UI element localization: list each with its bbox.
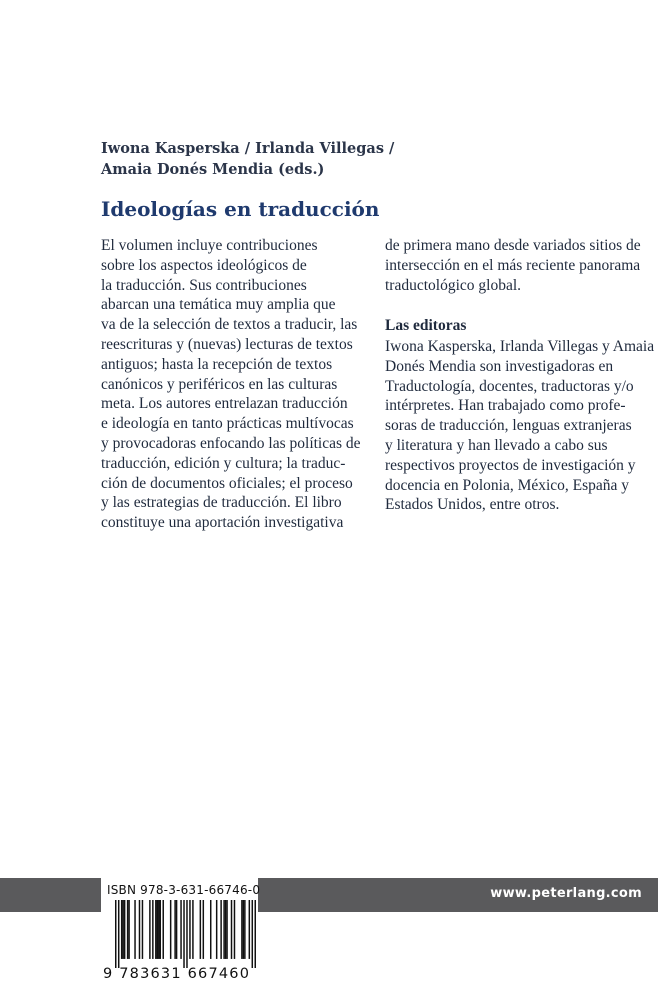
blurb-line: sobre los aspectos ideológicos de xyxy=(101,256,307,274)
barcode-bar xyxy=(243,900,244,959)
author-line-2: Amaia Donés Mendia (eds.) xyxy=(101,161,325,178)
editors-line: y literatura y han llevado a cabo sus xyxy=(385,436,608,454)
barcode-bar xyxy=(176,900,177,959)
blurb-line: antiguos; hasta la recepción de textos xyxy=(101,355,333,373)
barcode-bar xyxy=(128,900,129,959)
barcode-bar xyxy=(220,900,221,959)
blurb-line: y provocadoras enfocando las políticas de xyxy=(101,434,361,452)
blurb-line: e ideología en tanto prácticas multívocas xyxy=(101,415,354,433)
barcode-bar xyxy=(152,900,153,959)
barcode-bar xyxy=(226,900,227,959)
blurb-line: El volumen incluye contribuciones xyxy=(101,237,318,254)
blurb-line: traducción, edición y cultura; la traduc- xyxy=(101,454,346,472)
barcode-bar xyxy=(142,900,143,959)
barcode-bar xyxy=(234,900,235,959)
barcode-bar xyxy=(122,900,123,959)
publisher-website[interactable]: www.peterlang.com xyxy=(490,886,642,901)
barcode-bar xyxy=(186,900,187,968)
barcode-bar xyxy=(216,900,217,959)
blurb-line: reescrituras y (nuevas) lecturas de textos xyxy=(101,335,353,353)
barcode-bar xyxy=(200,900,201,959)
barcode-bar xyxy=(118,900,119,968)
blurb-line: meta. Los autores entrelazan traducción xyxy=(101,395,348,413)
blurb-line: abarcan una temática muy amplia que xyxy=(101,296,336,314)
barcode-bar xyxy=(139,900,140,959)
author-names xyxy=(101,138,431,180)
barcode-bar xyxy=(244,900,245,959)
blurb-line: traductológico global. xyxy=(385,276,522,294)
barcode-bar xyxy=(155,900,156,959)
editors-line: Iwona Kasperska, Irlanda Villegas y Amaia xyxy=(385,338,655,355)
barcode-bar xyxy=(225,900,226,959)
barcode-bar xyxy=(183,900,184,968)
barcode-bar xyxy=(121,900,122,959)
blurb-right-column xyxy=(385,236,655,295)
barcode-bar xyxy=(115,900,116,968)
blurb-left-column xyxy=(101,236,371,533)
isbn-box xyxy=(101,878,261,989)
blurb-line: canónicos y periféricos en las culturas xyxy=(101,375,338,393)
barcode-bar xyxy=(124,900,125,959)
editors-line: soras de traducción, lenguas extranjeras xyxy=(385,417,632,435)
blurb-line: va de la selección de textos a traducir, las xyxy=(101,316,358,334)
isbn-label: ISBN 978-3-631-66746-0 xyxy=(107,883,261,897)
editors-line: Traductología, docentes, traductoras y/o xyxy=(385,377,634,395)
barcode-bar xyxy=(160,900,161,959)
editors-line: Estados Unidos, entre otros. xyxy=(385,496,560,514)
barcode-bar xyxy=(157,900,158,959)
barcode-icon xyxy=(115,900,256,968)
barcode-bar xyxy=(210,900,211,959)
barcode-bar xyxy=(127,900,128,959)
editors-line: intérpretes. Han trabajado como profe- xyxy=(385,397,626,415)
barcode-bar xyxy=(255,900,256,968)
barcode-bar xyxy=(192,900,193,959)
barcode-bar xyxy=(180,900,181,959)
editors-heading: Las editoras xyxy=(385,317,467,334)
blurb-line: la traducción. Sus contribuciones xyxy=(101,276,307,294)
blurb-line: de primera mano desde variados sitios de xyxy=(385,237,641,254)
blurb-line: y las estrategias de traducción. El libro xyxy=(101,494,342,512)
blurb-line: ción de documentos oficiales; el proceso xyxy=(101,474,353,492)
barcode-bar xyxy=(170,900,171,959)
barcode-bar xyxy=(249,900,250,959)
barcode-bar xyxy=(149,900,150,959)
blurb-line: constituye una aportación investigativa xyxy=(101,514,344,532)
barcode-bar xyxy=(231,900,232,959)
barcode-bar xyxy=(203,900,204,959)
editors-bio xyxy=(385,337,655,515)
editors-line: Donés Mendia son investigadoras en xyxy=(385,357,614,375)
barcode-bar xyxy=(223,900,224,959)
barcode-bar xyxy=(189,900,190,959)
barcode-digits: 9 783631 667460 xyxy=(103,966,251,982)
barcode-bar xyxy=(134,900,135,959)
barcode-bar xyxy=(241,900,242,959)
author-line-1: Iwona Kasperska / Irlanda Villegas / xyxy=(101,140,395,157)
barcode-bar xyxy=(158,900,159,959)
book-title: Ideologías en traducción xyxy=(101,197,380,221)
editors-line: docencia en Polonia, México, España y xyxy=(385,476,630,494)
blurb-line: intersección en el más reciente panorama xyxy=(385,256,641,274)
editors-line: respectivos proyectos de investigación y xyxy=(385,456,636,474)
barcode-bar xyxy=(174,900,175,959)
barcode-bar xyxy=(252,900,253,968)
barcode-bar xyxy=(162,900,163,959)
